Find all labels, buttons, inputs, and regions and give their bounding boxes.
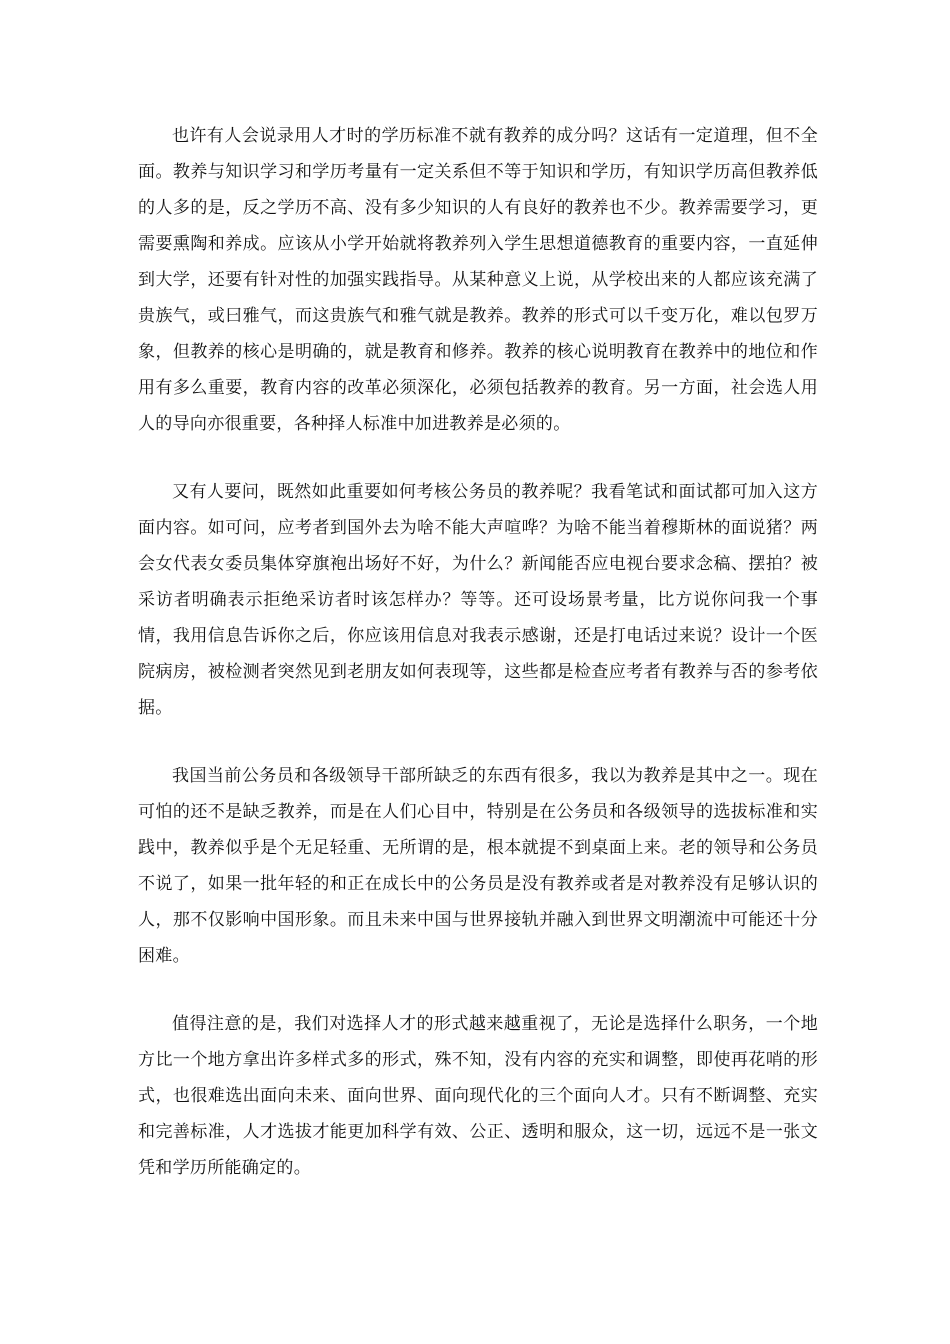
document-body	[138, 118, 818, 1218]
paragraph-3: 我国当前公务员和各级领导干部所缺乏的东西有很多，我以为教养是其中之一。现在可怕的还不是缺乏教养，而是在人们心目中，特别是在公务员和各级领导的选拔标准和实践中，教养似乎是个无足轻重、无所谓的是，根本就提不到桌面上来。老的领导和公务员不说了，如果一批年轻的和正在成长中的公务员是没有教养或者是对教养没有足够认识的人，那不仅影响中国形象。而且未来中国与世界接轨并融入到世界文明潮流中可能还十分困难。	[138, 766, 818, 966]
paragraph-1: 也许有人会说录用人才时的学历标准不就有教养的成分吗？这话有一定道理，但不全面。教养与知识学习和学历考量有一定关系但不等于知识和学历，有知识学历高但教养低的人多的是，反之学历不高、没有多少知识的人有良好的教养也不少。教养需要学习，更需要熏陶和养成。应该从小学开始就将教养列入学生思想道德教育的重要内容，一直延伸到大学，还要有针对性的加强实践指导。从某种意义上说，从学校出来的人都应该充满了贵族气，或曰雅气，而这贵族气和雅气就是教养。教养的形式可以千变万化，难以包罗万象，但教养的核心是明确的，就是教育和修养。教养的核心说明教育在教养中的地位和作用有多么重要，教育内容的改革必须深化，必须包括教养的教育。另一方面，社会选人用人的导向亦很重要，各种择人标准中加进教养是必须的。	[138, 126, 818, 434]
paragraph-2: 又有人要问，既然如此重要如何考核公务员的教养呢？我看笔试和面试都可加入这方面内容。如可问，应考者到国外去为啥不能大声喧哗？为啥不能当着穆斯林的面说猪？两会女代表女委员集体穿旗袍出场好不好，为什么？新闻能否应电视台要求念稿、摆拍？被采访者明确表示拒绝采访者时该怎样办？等等。还可设场景考量，比方说你问我一个事情，我用信息告诉你之后，你应该用信息对我表示感谢，还是打电话过来说？设计一个医院病房，被检测者突然见到老朋友如何表现等，这些都是检查应考者有教养与否的参考依据。	[138, 482, 818, 718]
paragraph-4: 值得注意的是，我们对选择人才的形式越来越重视了，无论是选择什么职务，一个地方比一个地方拿出许多样式多的形式，殊不知，没有内容的充实和调整，即使再花哨的形式，也很难选出面向未来、面向世界、面向现代化的三个面向人才。只有不断调整、充实和完善标准，人才选拔才能更加科学有效、公正、透明和服众，这一切，远远不是一张文凭和学历所能确定的。	[138, 1014, 818, 1178]
